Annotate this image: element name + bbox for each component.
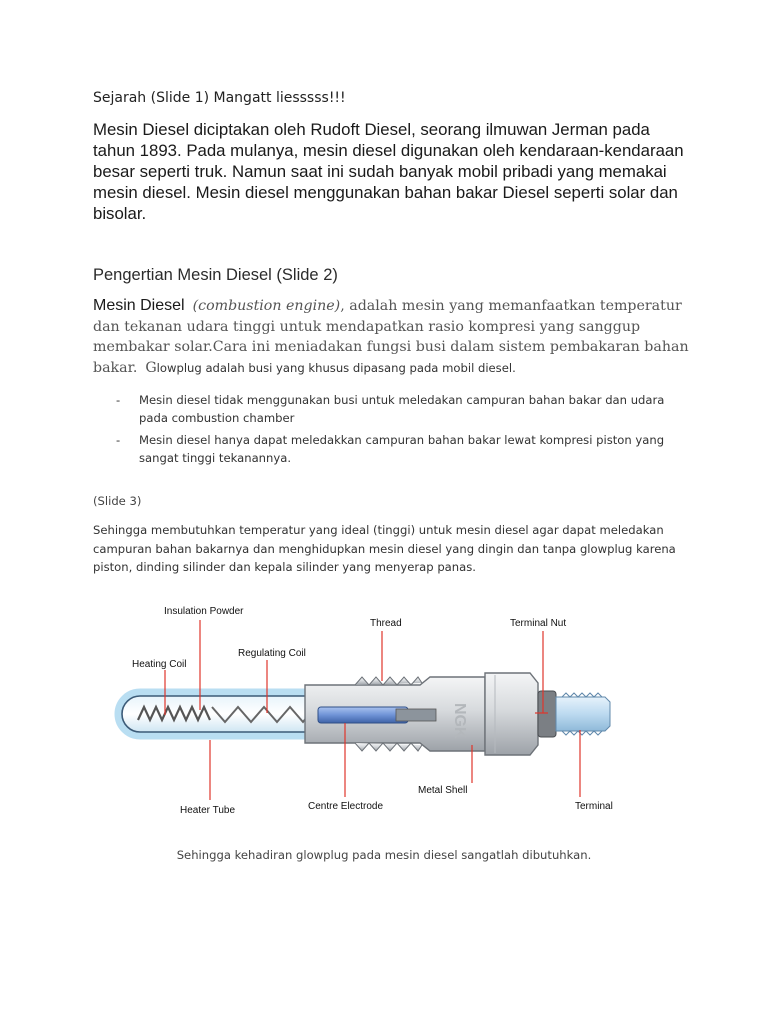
bullet-marker: -: [116, 433, 121, 447]
section3-paragraph: Sehingga membutuhkan temperatur yang ideal (tinggi) untuk mesin diesel agar dapat meledakan campuran bahan bakarnya dan menghidupkan mesin diesel yang dingin dan tanpa glowplug karena piston, dinding silinder dan kepala silinder yang menyerap panas.: [93, 523, 676, 574]
bullet-text-2: Mesin diesel hanya dapat meledakkan campuran bahan bakar lewat kompresi piston yang sangat tinggi tekanannya.: [139, 433, 665, 465]
bullet-list: [93, 391, 683, 471]
label-metal-shell: Metal Shell: [418, 785, 468, 796]
section1-title: Sejarah (Slide 1) Mangatt liesssss!!!: [93, 90, 346, 106]
glowplug-text: lowplug adalah busi yang khusus dipasang pada mobil diesel.: [156, 360, 516, 375]
bullet-text-1: Mesin diesel tidak menggunakan busi untuk meledakan campuran bahan bakar dan udara pada combustion chamber: [139, 393, 665, 425]
glowplug-diagram: [100, 595, 660, 825]
label-terminal-nut: Terminal Nut: [510, 618, 567, 629]
hex-section: [485, 673, 538, 755]
bullet-marker: -: [116, 393, 121, 407]
definition-text: , adalah mesin yang memanfaatkan temperatur dan tekanan udara tinggi untuk mendapatkan rasio kompresi yang sanggup membakar solar.Cara ini meniadakan fungsi busi dalam sistem pembakaran bahan bakar.: [93, 298, 689, 376]
section3-label: (Slide 3): [93, 494, 142, 508]
definition-term-en: (combustion engine): [192, 298, 341, 314]
brand-label: NGK: [451, 703, 468, 739]
glowplug-initial: G: [145, 359, 157, 376]
section1-paragraph: Mesin Diesel diciptakan oleh Rudoft Diesel, seorang ilmuwan Jerman pada tahun 1893. Pada mulanya, mesin diesel digunakan oleh kendaraan-kendaraan besar seperti truk. Namun saat ini sudah banyak mobil pribadi yang memakai mesin diesel. Mesin diesel menggunakan bahan bakar Diesel seperti solar dan bisolar.: [93, 120, 684, 223]
centre-electrode: [318, 707, 408, 723]
list-item: [93, 391, 683, 427]
definition-term: Mesin Diesel: [93, 297, 185, 314]
section2-heading: Pengertian Mesin Diesel (Slide 2): [93, 266, 338, 284]
label-centre-electrode: Centre Electrode: [308, 801, 384, 812]
caption: Sehingga kehadiran glowplug pada mesin diesel sangatlah dibutuhkan.: [176, 848, 592, 862]
terminal-nut: [538, 691, 556, 737]
label-regulating-coil: Regulating Coil: [238, 648, 306, 659]
label-thread: Thread: [370, 618, 402, 629]
label-insulation-powder: Insulation Powder: [164, 606, 244, 617]
label-heater-tube: Heater Tube: [180, 805, 236, 816]
label-terminal: Terminal: [575, 801, 613, 812]
label-heating-coil: Heating Coil: [132, 659, 187, 670]
terminal: [556, 697, 610, 731]
list-item: [93, 431, 683, 467]
definition-paragraph: [93, 296, 693, 378]
